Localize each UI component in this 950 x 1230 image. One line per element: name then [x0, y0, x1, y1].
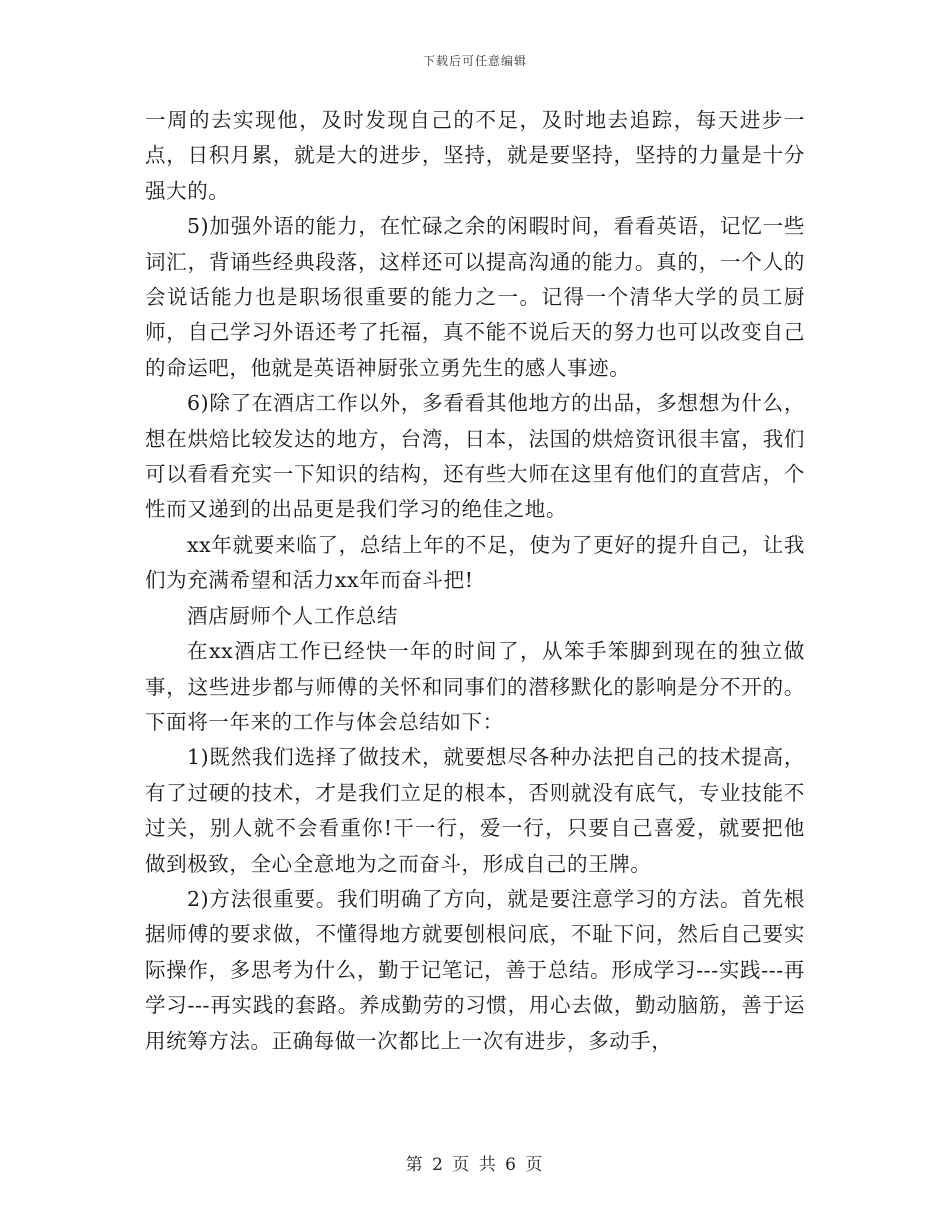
paragraph: 2)方法很重要。我们明确了方向，就是要注意学习的方法。首先根据师傅的要求做，不懂得地方就要刨根问底，不耻下问，然后自己要实际操作，多思考为什么，勤于记笔记，善于总结。形成学习---实践---再学习---再实践的套路。养成勤劳的习惯，用心去做，勤动脑筋，善于运用统筹方法。正确每做一次都比上一次有进步，多动手，	[145, 886, 806, 1053]
paragraph: xx年就要来临了，总结上年的不足，使为了更好的提升自己，让我们为充满希望和活力xx年而奋斗把!	[145, 532, 805, 593]
page-header: 下载后可任意编辑	[422, 54, 527, 68]
page-footer: 第 2 页 共 6 页	[405, 1155, 545, 1175]
section-heading: 酒店厨师个人工作总结	[187, 603, 398, 628]
document-body	[145, 103, 805, 1059]
paragraph: 一周的去实现他，及时发现自己的不足，及时地去追踪，每天进步一点，日积月累，就是大的进步，坚持，就是要坚持，坚持的力量是十分强大的。	[145, 108, 805, 203]
paragraph: 5)加强外语的能力，在忙碌之余的闲暇时间，看看英语，记忆一些词汇，背诵些经典段落，这样还可以提高沟通的能力。真的，一个人的会说话能力也是职场很重要的能力之一。记得一个清华大学的员工厨师，自己学习外语还考了托福，真不能不说后天的努力也可以改变自己的命运吧，他就是英语神厨张立勇先生的感人事迹。	[145, 214, 805, 380]
paragraph: 1)既然我们选择了做技术，就要想尽各种办法把自己的技术提高，有了过硬的技术，才是我们立足的根本，否则就没有底气，专业技能不过关，别人就不会看重你!干一行，爱一行，只要自己喜爱，就要把他做到极致，全心全意地为之而奋斗，形成自己的王牌。	[145, 745, 805, 876]
paragraph: 6)除了在酒店工作以外，多看看其他地方的出品，多想想为什么，想在烘焙比较发达的地方，台湾，日本，法国的烘焙资讯很丰富，我们可以看看充实一下知识的结构，还有些大师在这里有他们的直营店，个性而又递到的出品更是我们学习的绝佳之地。	[145, 391, 805, 522]
paragraph: 在xx酒店工作已经快一年的时间了，从笨手笨脚到现在的独立做事，这些进步都与师傅的关怀和同事们的潜移默化的影响是分不开的。下面将一年来的工作与体会总结如下：	[145, 639, 805, 734]
